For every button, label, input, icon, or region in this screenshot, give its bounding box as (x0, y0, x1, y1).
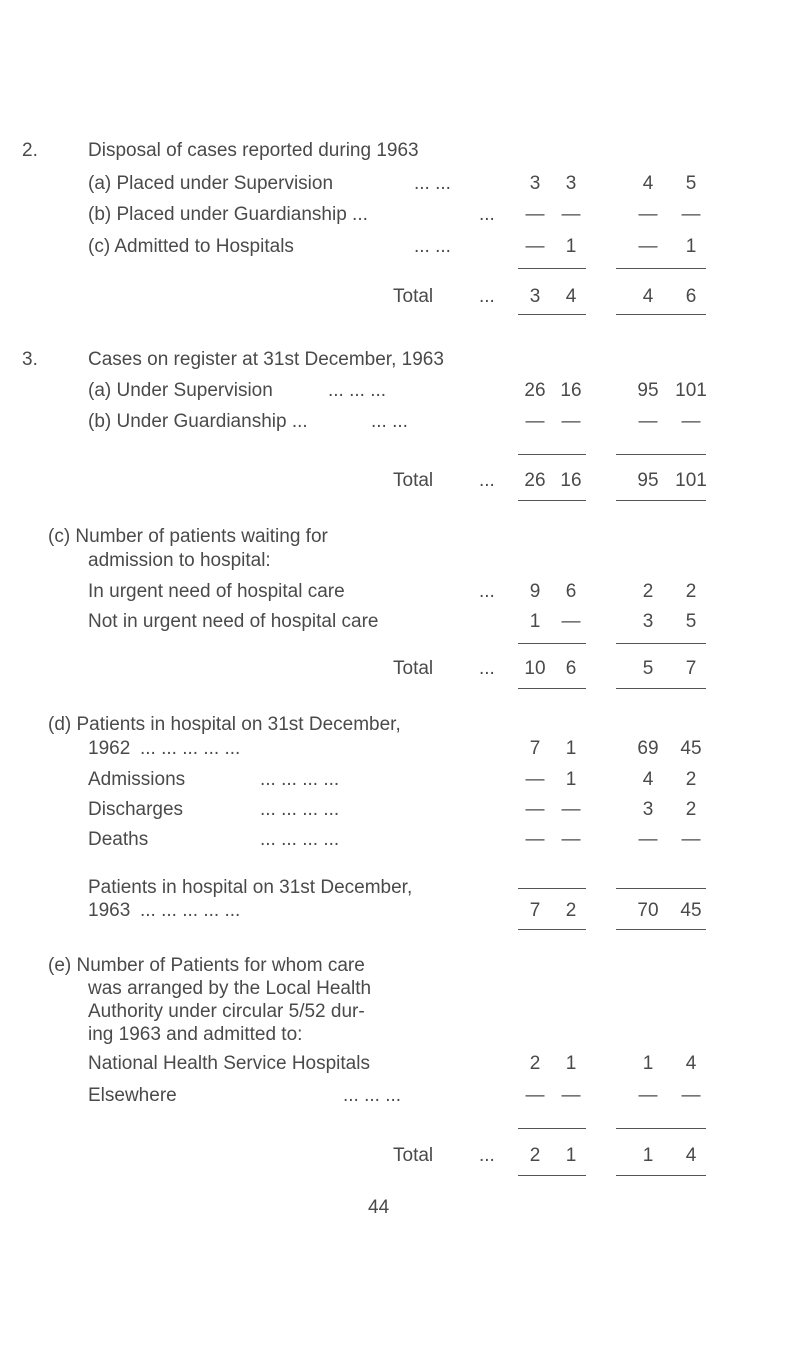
subsection-heading: admission to hospital: (88, 550, 271, 571)
row-label: Elsewhere (88, 1085, 177, 1106)
cell: 95 (637, 380, 659, 401)
cell: 1 (529, 611, 541, 632)
rule (518, 500, 586, 501)
cell: 2 (685, 769, 697, 790)
rule (518, 688, 586, 689)
subsection-heading: (c) Number of patients waiting for (48, 526, 328, 547)
cell: — (525, 411, 545, 432)
cell: 69 (637, 738, 659, 759)
cell: 7 (529, 900, 541, 921)
cell: 4 (642, 173, 654, 194)
total-dots: ... (479, 286, 495, 307)
cell: 26 (524, 380, 546, 401)
row-label: (a) Under Supervision (88, 380, 273, 401)
cell: 5 (685, 611, 697, 632)
cell: — (561, 829, 581, 850)
total-dots: ... (479, 470, 495, 491)
subsection-heading: (e) Number of Patients for whom care (48, 955, 365, 976)
cell: 3 (565, 173, 577, 194)
row-label: In urgent need of hospital care (88, 581, 345, 602)
section-number: 3. (22, 349, 38, 370)
cell: 10 (524, 658, 546, 679)
subsection-heading: ing 1963 and admitted to: (88, 1024, 303, 1045)
row-label: National Health Service Hospitals (88, 1053, 370, 1074)
row-label: Deaths (88, 829, 149, 850)
row-dots: ... ... (414, 236, 451, 257)
row-dots: ... ... ... (343, 1085, 402, 1106)
cell: — (525, 799, 545, 820)
rule (518, 1128, 586, 1129)
cell: — (561, 611, 581, 632)
rule (518, 268, 586, 269)
rule (616, 688, 706, 689)
cell: 1 (685, 236, 697, 257)
rule (518, 454, 586, 455)
cell: — (561, 411, 581, 432)
section-heading: Disposal of cases reported during 1963 (88, 140, 419, 161)
row-label: 1963 (88, 900, 131, 921)
row-dots: ... ... ... ... ... (140, 900, 241, 921)
cell: 45 (680, 900, 702, 921)
row-dots: ... (479, 204, 495, 225)
cell: 16 (560, 380, 582, 401)
cell: — (561, 204, 581, 225)
cell: 1 (565, 1145, 577, 1166)
cell: — (525, 236, 545, 257)
rule (616, 454, 706, 455)
total-label: Total (393, 286, 434, 307)
row-label: 1962 (88, 738, 131, 759)
rule (616, 1128, 706, 1129)
row-dots: ... ... (414, 173, 451, 194)
cell: 1 (565, 738, 577, 759)
section-heading: Cases on register at 31st December, 1963 (88, 349, 444, 370)
cell: 16 (560, 470, 582, 491)
cell: 45 (680, 738, 702, 759)
total-dots: ... (479, 658, 495, 679)
rule (616, 643, 706, 644)
row-dots: ... ... ... (328, 380, 387, 401)
cell: 101 (675, 380, 707, 401)
row-label: Patients in hospital on 31st December, (88, 877, 413, 898)
row-dots: ... (479, 581, 495, 602)
row-label: (b) Placed under Guardianship ... (88, 204, 368, 225)
cell: — (681, 1085, 701, 1106)
cell: — (638, 204, 658, 225)
cell: 7 (529, 738, 541, 759)
cell: 3 (529, 173, 541, 194)
cell: 2 (529, 1053, 541, 1074)
cell: 1 (565, 769, 577, 790)
cell: 3 (529, 286, 541, 307)
subsection-heading: Authority under circular 5/52 dur- (88, 1001, 365, 1022)
row-label: Not in urgent need of hospital care (88, 611, 379, 632)
rule (518, 929, 586, 930)
row-label: Admissions (88, 769, 186, 790)
cell: — (638, 236, 658, 257)
rule (518, 1175, 586, 1176)
rule (518, 314, 586, 315)
cell: 4 (565, 286, 577, 307)
cell: — (638, 411, 658, 432)
cell: 1 (565, 236, 577, 257)
total-label: Total (393, 658, 434, 679)
cell: 2 (529, 1145, 541, 1166)
cell: 5 (685, 173, 697, 194)
cell: 7 (685, 658, 697, 679)
cell: 3 (642, 611, 654, 632)
cell: — (525, 769, 545, 790)
total-label: Total (393, 470, 434, 491)
cell: 2 (642, 581, 654, 602)
rule (616, 929, 706, 930)
subsection-heading: (d) Patients in hospital on 31st December, (48, 714, 401, 735)
cell: — (681, 829, 701, 850)
cell: 2 (685, 799, 697, 820)
cell: 4 (685, 1145, 697, 1166)
cell: — (525, 1085, 545, 1106)
rule (616, 268, 706, 269)
cell: — (681, 204, 701, 225)
cell: 2 (565, 900, 577, 921)
cell: — (561, 799, 581, 820)
cell: — (561, 1085, 581, 1106)
rule (616, 500, 706, 501)
row-dots: ... ... ... ... ... (140, 738, 241, 759)
cell: 6 (565, 581, 577, 602)
rule (518, 643, 586, 644)
cell: 4 (685, 1053, 697, 1074)
row-label: (a) Placed under Supervision (88, 173, 334, 194)
total-label: Total (393, 1145, 434, 1166)
section-number: 2. (22, 140, 38, 161)
cell: — (638, 829, 658, 850)
row-label: (c) Admitted to Hospitals (88, 236, 294, 257)
row-dots: ... ... ... ... (260, 769, 340, 790)
rule (616, 1175, 706, 1176)
row-label: (b) Under Guardianship ... (88, 411, 308, 432)
cell: 6 (565, 658, 577, 679)
page-number: 44 (368, 1197, 390, 1218)
cell: — (525, 204, 545, 225)
cell: 9 (529, 581, 541, 602)
cell: 6 (685, 286, 697, 307)
cell: 3 (642, 799, 654, 820)
cell: 1 (642, 1053, 654, 1074)
cell: 70 (637, 900, 659, 921)
cell: 5 (642, 658, 654, 679)
cell: 26 (524, 470, 546, 491)
row-dots: ... ... ... ... (260, 799, 340, 820)
subsection-heading: was arranged by the Local Health (88, 978, 372, 999)
cell: — (638, 1085, 658, 1106)
rule (616, 314, 706, 315)
rule (616, 888, 706, 889)
cell: 4 (642, 769, 654, 790)
row-dots: ... ... ... ... (260, 829, 340, 850)
rule (518, 888, 586, 889)
row-label: Discharges (88, 799, 184, 820)
cell: 1 (642, 1145, 654, 1166)
cell: 95 (637, 470, 659, 491)
cell: 2 (685, 581, 697, 602)
total-dots: ... (479, 1145, 495, 1166)
cell: — (681, 411, 701, 432)
cell: — (525, 829, 545, 850)
cell: 101 (675, 470, 707, 491)
cell: 1 (565, 1053, 577, 1074)
cell: 4 (642, 286, 654, 307)
row-dots: ... ... (371, 411, 408, 432)
